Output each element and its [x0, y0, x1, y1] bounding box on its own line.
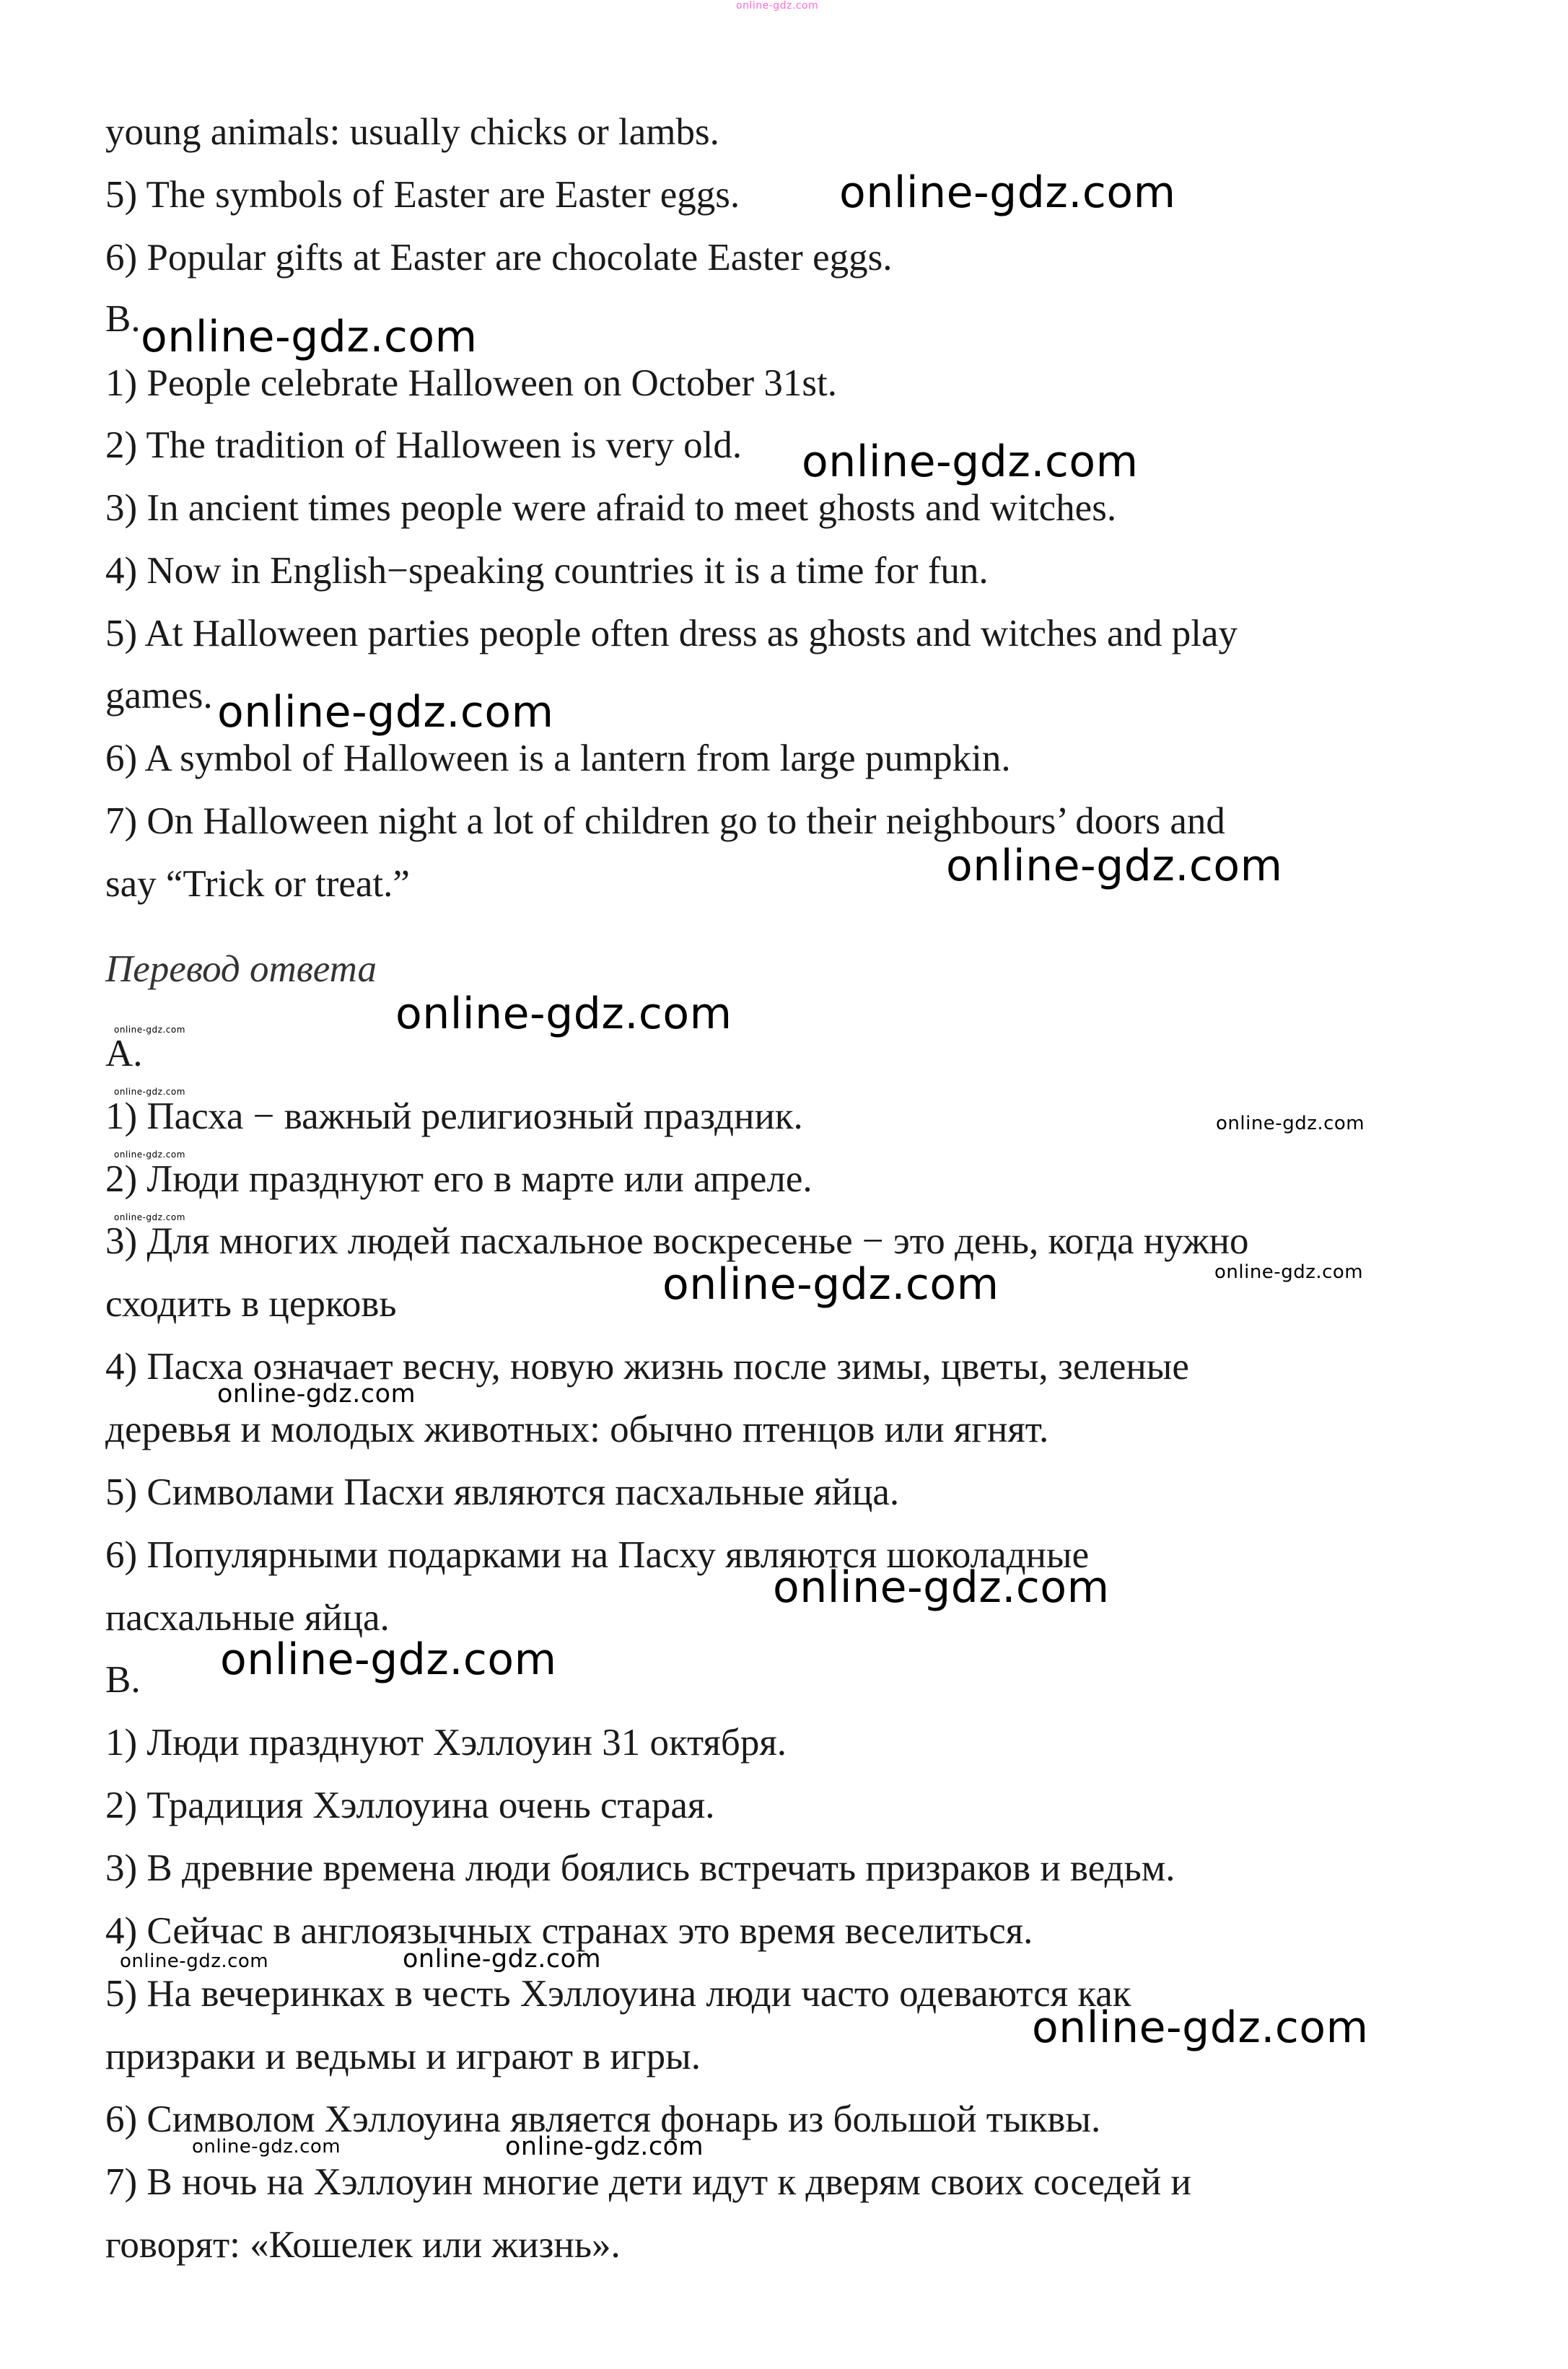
watermark: online-gdz.com: [403, 1945, 602, 1974]
text-line: 5) На вечеринках в честь Хэллоуина люди часто одеваются как: [105, 1973, 1131, 2015]
text-line: 4) Пасха означает весну, новую жизнь после зимы, цветы, зеленые: [105, 1346, 1189, 1388]
text-line: 5) Символами Пасхи являются пасхальные яйца.: [105, 1471, 900, 1513]
watermark: online-gdz.com: [141, 312, 478, 362]
text-line: 3) Для многих людей пасхальное воскресенье − это день, когда нужно: [105, 1220, 1249, 1262]
text-line: 6) Символом Хэллоуина является фонарь из большой тыквы.: [105, 2098, 1101, 2140]
text-line: 3) In ancient times people were afraid to meet ghosts and witches.: [105, 487, 1117, 529]
text-line: говорят: «Кошелек или жизнь».: [105, 2224, 621, 2266]
text-line: 5) At Halloween parties people often dress as ghosts and witches and play: [105, 613, 1238, 654]
watermark: online-gdz.com: [114, 1087, 185, 1097]
section-label: A.: [105, 1033, 143, 1074]
watermark: online-gdz.com: [114, 1150, 185, 1160]
watermark: online-gdz.com: [114, 1212, 185, 1222]
text-line: 2) The tradition of Halloween is very old.: [105, 424, 743, 466]
text-line: 2) Традиция Хэллоуина очень старая.: [105, 1785, 715, 1826]
text-line: 6) Популярными подарками на Пасху являются шоколадные: [105, 1534, 1090, 1576]
watermark: online-gdz.com: [395, 989, 732, 1039]
text-line: 1) Люди празднуют Хэллоуин 31 октября.: [105, 1722, 787, 1764]
watermark: online-gdz.com: [946, 841, 1283, 891]
text-line: пасхальные яйца.: [105, 1597, 390, 1639]
text-line: сходить в церковь: [105, 1283, 397, 1325]
watermark: online-gdz.com: [217, 1380, 416, 1409]
watermark-top: online-gdz.com: [736, 0, 819, 12]
text-line: 5) The symbols of Easter are Easter eggs.: [105, 174, 740, 216]
watermark: online-gdz.com: [1032, 2002, 1369, 2053]
text-line: young animals: usually chicks or lambs.: [105, 111, 719, 153]
watermark: online-gdz.com: [120, 1950, 269, 1972]
watermark: online-gdz.com: [662, 1259, 999, 1310]
text-line: 1) People celebrate Halloween on October 31st.: [105, 362, 837, 404]
text-line: призраки и ведьмы и играют в игры.: [105, 2036, 701, 2077]
watermark: online-gdz.com: [1216, 1113, 1365, 1134]
text-line: say “Trick or treat.”: [105, 863, 410, 905]
text-line: 1) Пасха − важный религиозный праздник.: [105, 1095, 803, 1137]
text-line: 7) On Halloween night a lot of children go to their neighbours’ doors and: [105, 800, 1225, 842]
watermark: online-gdz.com: [1214, 1261, 1364, 1283]
text-line: 2) Люди празднуют его в марте или апреле.: [105, 1158, 813, 1200]
text-line: games.: [105, 675, 213, 717]
watermark: online-gdz.com: [802, 437, 1139, 487]
text-line: 4) Сейчас в англоязычных странах это время веселиться.: [105, 1910, 1033, 1952]
text-line: 7) В ночь на Хэллоуин многие дети идут к дверям своих соседей и: [105, 2161, 1191, 2203]
watermark: online-gdz.com: [114, 1025, 185, 1035]
watermark: online-gdz.com: [505, 2132, 704, 2161]
text-line: 3) В древние времена люди боялись встречать призраков и ведьм.: [105, 1847, 1175, 1889]
section-label: B.: [105, 1659, 141, 1701]
watermark: online-gdz.com: [192, 2136, 341, 2158]
watermark: online-gdz.com: [220, 1634, 557, 1685]
watermark: online-gdz.com: [773, 1562, 1110, 1613]
watermark: online-gdz.com: [839, 167, 1176, 218]
text-line: 6) A symbol of Halloween is a lantern from large pumpkin.: [105, 737, 1011, 779]
translation-heading: Перевод ответа: [105, 948, 377, 990]
watermark: online-gdz.com: [217, 687, 554, 737]
text-line: 4) Now in English−speaking countries it is a time for fun.: [105, 550, 989, 592]
text-line: деревья и молодых животных: обычно птенцов или ягнят.: [105, 1409, 1049, 1450]
text-line: 6) Popular gifts at Easter are chocolate Easter eggs.: [105, 237, 893, 279]
section-label: B.: [105, 298, 141, 340]
